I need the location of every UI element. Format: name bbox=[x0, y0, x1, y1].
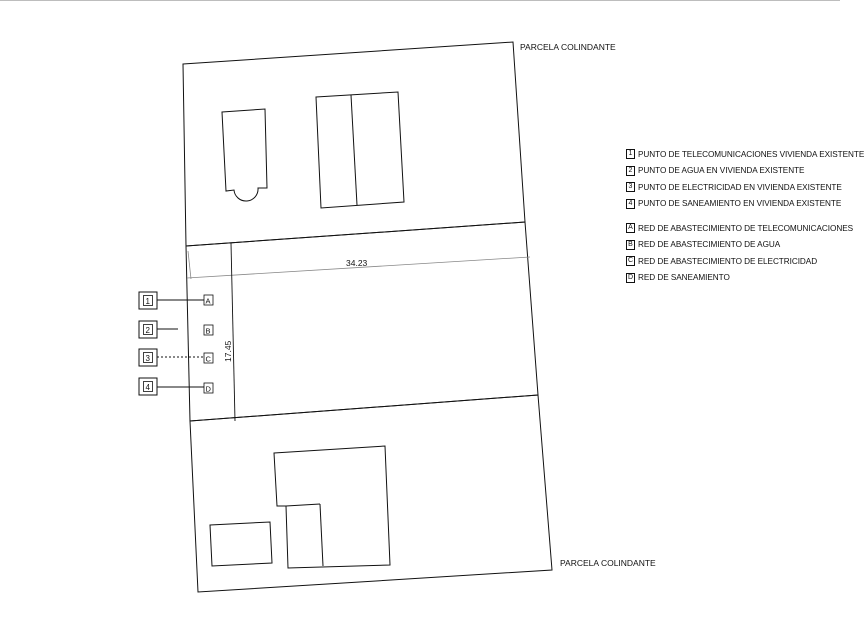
point-code-2: 2 bbox=[145, 326, 150, 335]
legend-item-label: PUNTO DE AGUA EN VIVIENDA EXISTENTE bbox=[638, 166, 805, 176]
legend-item-network-d bbox=[626, 270, 840, 287]
dimension-height-label: 17.45 bbox=[223, 340, 233, 362]
legend-item-network-c bbox=[626, 253, 840, 270]
legend-code-box: 2 bbox=[626, 166, 635, 176]
legend-item-point-2 bbox=[626, 163, 840, 180]
connection-3 bbox=[139, 349, 213, 366]
parcel-top-label: PARCELA COLINDANTE bbox=[520, 42, 616, 52]
subject-parcel-outline bbox=[186, 222, 538, 421]
legend-item-label: PUNTO DE ELECTRICIDAD EN VIVIENDA EXISTENTE bbox=[638, 182, 842, 192]
legend-code-box: 3 bbox=[626, 182, 635, 192]
building-bottom-l-inner bbox=[286, 504, 320, 506]
legend-item-network-a bbox=[626, 220, 854, 237]
network-code-a: A bbox=[205, 296, 211, 306]
legend-item-label: PUNTO DE SANEAMIENTO EN VIVIENDA EXISTENTE bbox=[638, 199, 842, 209]
connection-1 bbox=[139, 292, 213, 309]
legend-item-label: RED DE SANEAMIENTO bbox=[638, 273, 730, 283]
network-code-d: D bbox=[205, 384, 211, 394]
building-top-right bbox=[316, 92, 404, 208]
legend-item-label: PUNTO DE TELECOMUNICACIONES VIVIENDA EXISTENTE bbox=[638, 149, 864, 159]
legend-item-point-4 bbox=[626, 196, 840, 213]
connection-2 bbox=[139, 321, 213, 338]
network-code-b: B bbox=[205, 326, 211, 336]
parcel-bottom-label: PARCELA COLINDANTE bbox=[560, 558, 656, 568]
point-code-4: 4 bbox=[145, 383, 150, 392]
dimension-line-vertical bbox=[231, 243, 235, 421]
network-code-c: C bbox=[205, 354, 211, 364]
legend-code-box: 1 bbox=[626, 149, 635, 159]
legend-code-box: 4 bbox=[626, 199, 635, 209]
building-bottom-l-inner-v bbox=[320, 504, 323, 566]
legend-code-box: D bbox=[627, 273, 634, 281]
point-code-1: 1 bbox=[145, 297, 150, 306]
legend-item-label: RED DE ABASTECIMIENTO DE AGUA bbox=[638, 240, 781, 250]
legend-code-box: A bbox=[626, 223, 635, 233]
point-code-3: 3 bbox=[145, 354, 150, 363]
legend-code-box: C bbox=[627, 257, 634, 265]
building-top-left bbox=[222, 109, 267, 201]
legend-item-network-b bbox=[626, 237, 840, 254]
legend-item-point-3 bbox=[626, 179, 840, 196]
legend-code-box: B bbox=[626, 240, 635, 250]
legend-spacer bbox=[626, 212, 840, 220]
dimension-width-label: 34.23 bbox=[346, 258, 368, 268]
connection-4 bbox=[139, 378, 213, 395]
parcel-bottom-outline bbox=[190, 395, 552, 592]
legend-item-label: RED DE ABASTECIMIENTO DE TELECOMUNICACIONES bbox=[638, 223, 854, 233]
building-top-right-divider bbox=[351, 95, 357, 205]
legend-item-point-1 bbox=[626, 146, 864, 163]
frontage-line-left bbox=[188, 251, 191, 279]
shed-bottom-left bbox=[210, 522, 272, 566]
building-bottom-l bbox=[274, 446, 390, 568]
legend bbox=[626, 146, 864, 286]
legend-item-label: RED DE ABASTECIMIENTO DE ELECTRICIDAD bbox=[638, 256, 818, 266]
